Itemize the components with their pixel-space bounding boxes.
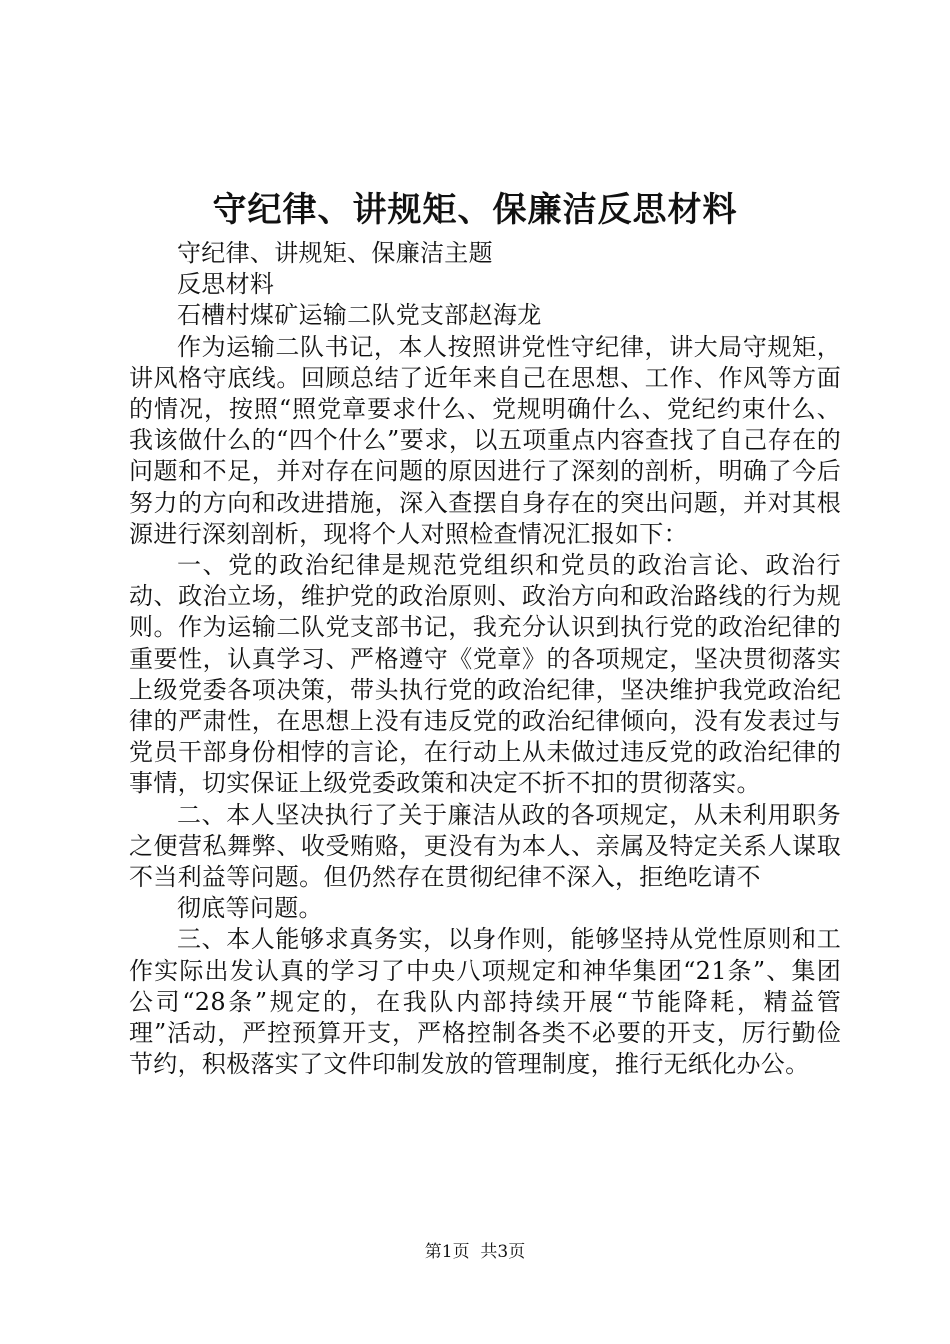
paragraph-section-3: 三、本人能够求真务实，以身作则，能够坚持从党性原则和工作实际出发认真的学习了中央八项规定和神华集团“21条”、集团公司“28条”规定的，在我队内部持续开展“节能降耗，精益管理”活动，严控预算开支，严格控制各类不必要的开支，厉行勤俭节约，积极落实了文件印制发放的管理制度，推行无纸化办公。 — [129, 925, 841, 1079]
page-number: 第1页 — [424, 1242, 470, 1262]
page-footer — [0, 1241, 950, 1263]
paragraph-section-2: 二、本人坚决执行了关于廉洁从政的各项规定，从未利用职务之便营私舞弊、收受贿赂，更没有为本人、亲属及特定关系人谋取不当利益等问题。但仍然存在贯彻纪律不深入，拒绝吃请不 — [129, 800, 841, 892]
document-title: 守纪律、讲规矩、保廉洁反思材料 — [212, 190, 738, 230]
document-body — [129, 238, 841, 1080]
author-line: 石槽村煤矿运输二队党支部赵海龙 — [177, 301, 542, 330]
subtitle-line-1: 守纪律、讲规矩、保廉洁主题 — [177, 239, 493, 267]
subtitle-line-2: 反思材料 — [177, 270, 275, 299]
page-total: 共3页 — [480, 1242, 526, 1262]
paragraph-section-2-continued: 彻底等问题。 — [177, 894, 323, 923]
paragraph-section-1: 一、党的政治纪律是规范党组织和党员的政治言论、政治行动、政治立场，维护党的政治原则、政治方向和政治路线的行为规则。作为运输二队党支部书记，我充分认识到执行党的政治纪律的重要性，认真学习、严格遵守《党章》的各项规定，坚决贯彻落实上级党委各项决策，带头执行党的政治纪律，坚决维护我党政治纪律的严肃性，在思想上没有违反党的政治纪律倾向，没有发表过与党员干部身份相悖的言论，在行动上从未做过违反党的政治纪律的事情，切实保证上级党委政策和决定不折不扣的贯彻落实。 — [129, 551, 841, 798]
paragraph-intro: 作为运输二队书记，本人按照讲党性守纪律，讲大局守规矩，讲风格守底线。回顾总结了近年来自己在思想、工作、作风等方面的情况，按照“照党章要求什么、党规明确什么、党纪约束什么、我该做什么的“四个什么”要求，以五项重点内容查找了自己存在的问题和不足，并对存在问题的原因进行了深刻的剖析，明确了今后努力的方向和改进措施，深入查摆自身存在的突出问题，并对其根源进行深刻剖析，现将个人对照检查情况汇报如下： — [129, 332, 841, 548]
